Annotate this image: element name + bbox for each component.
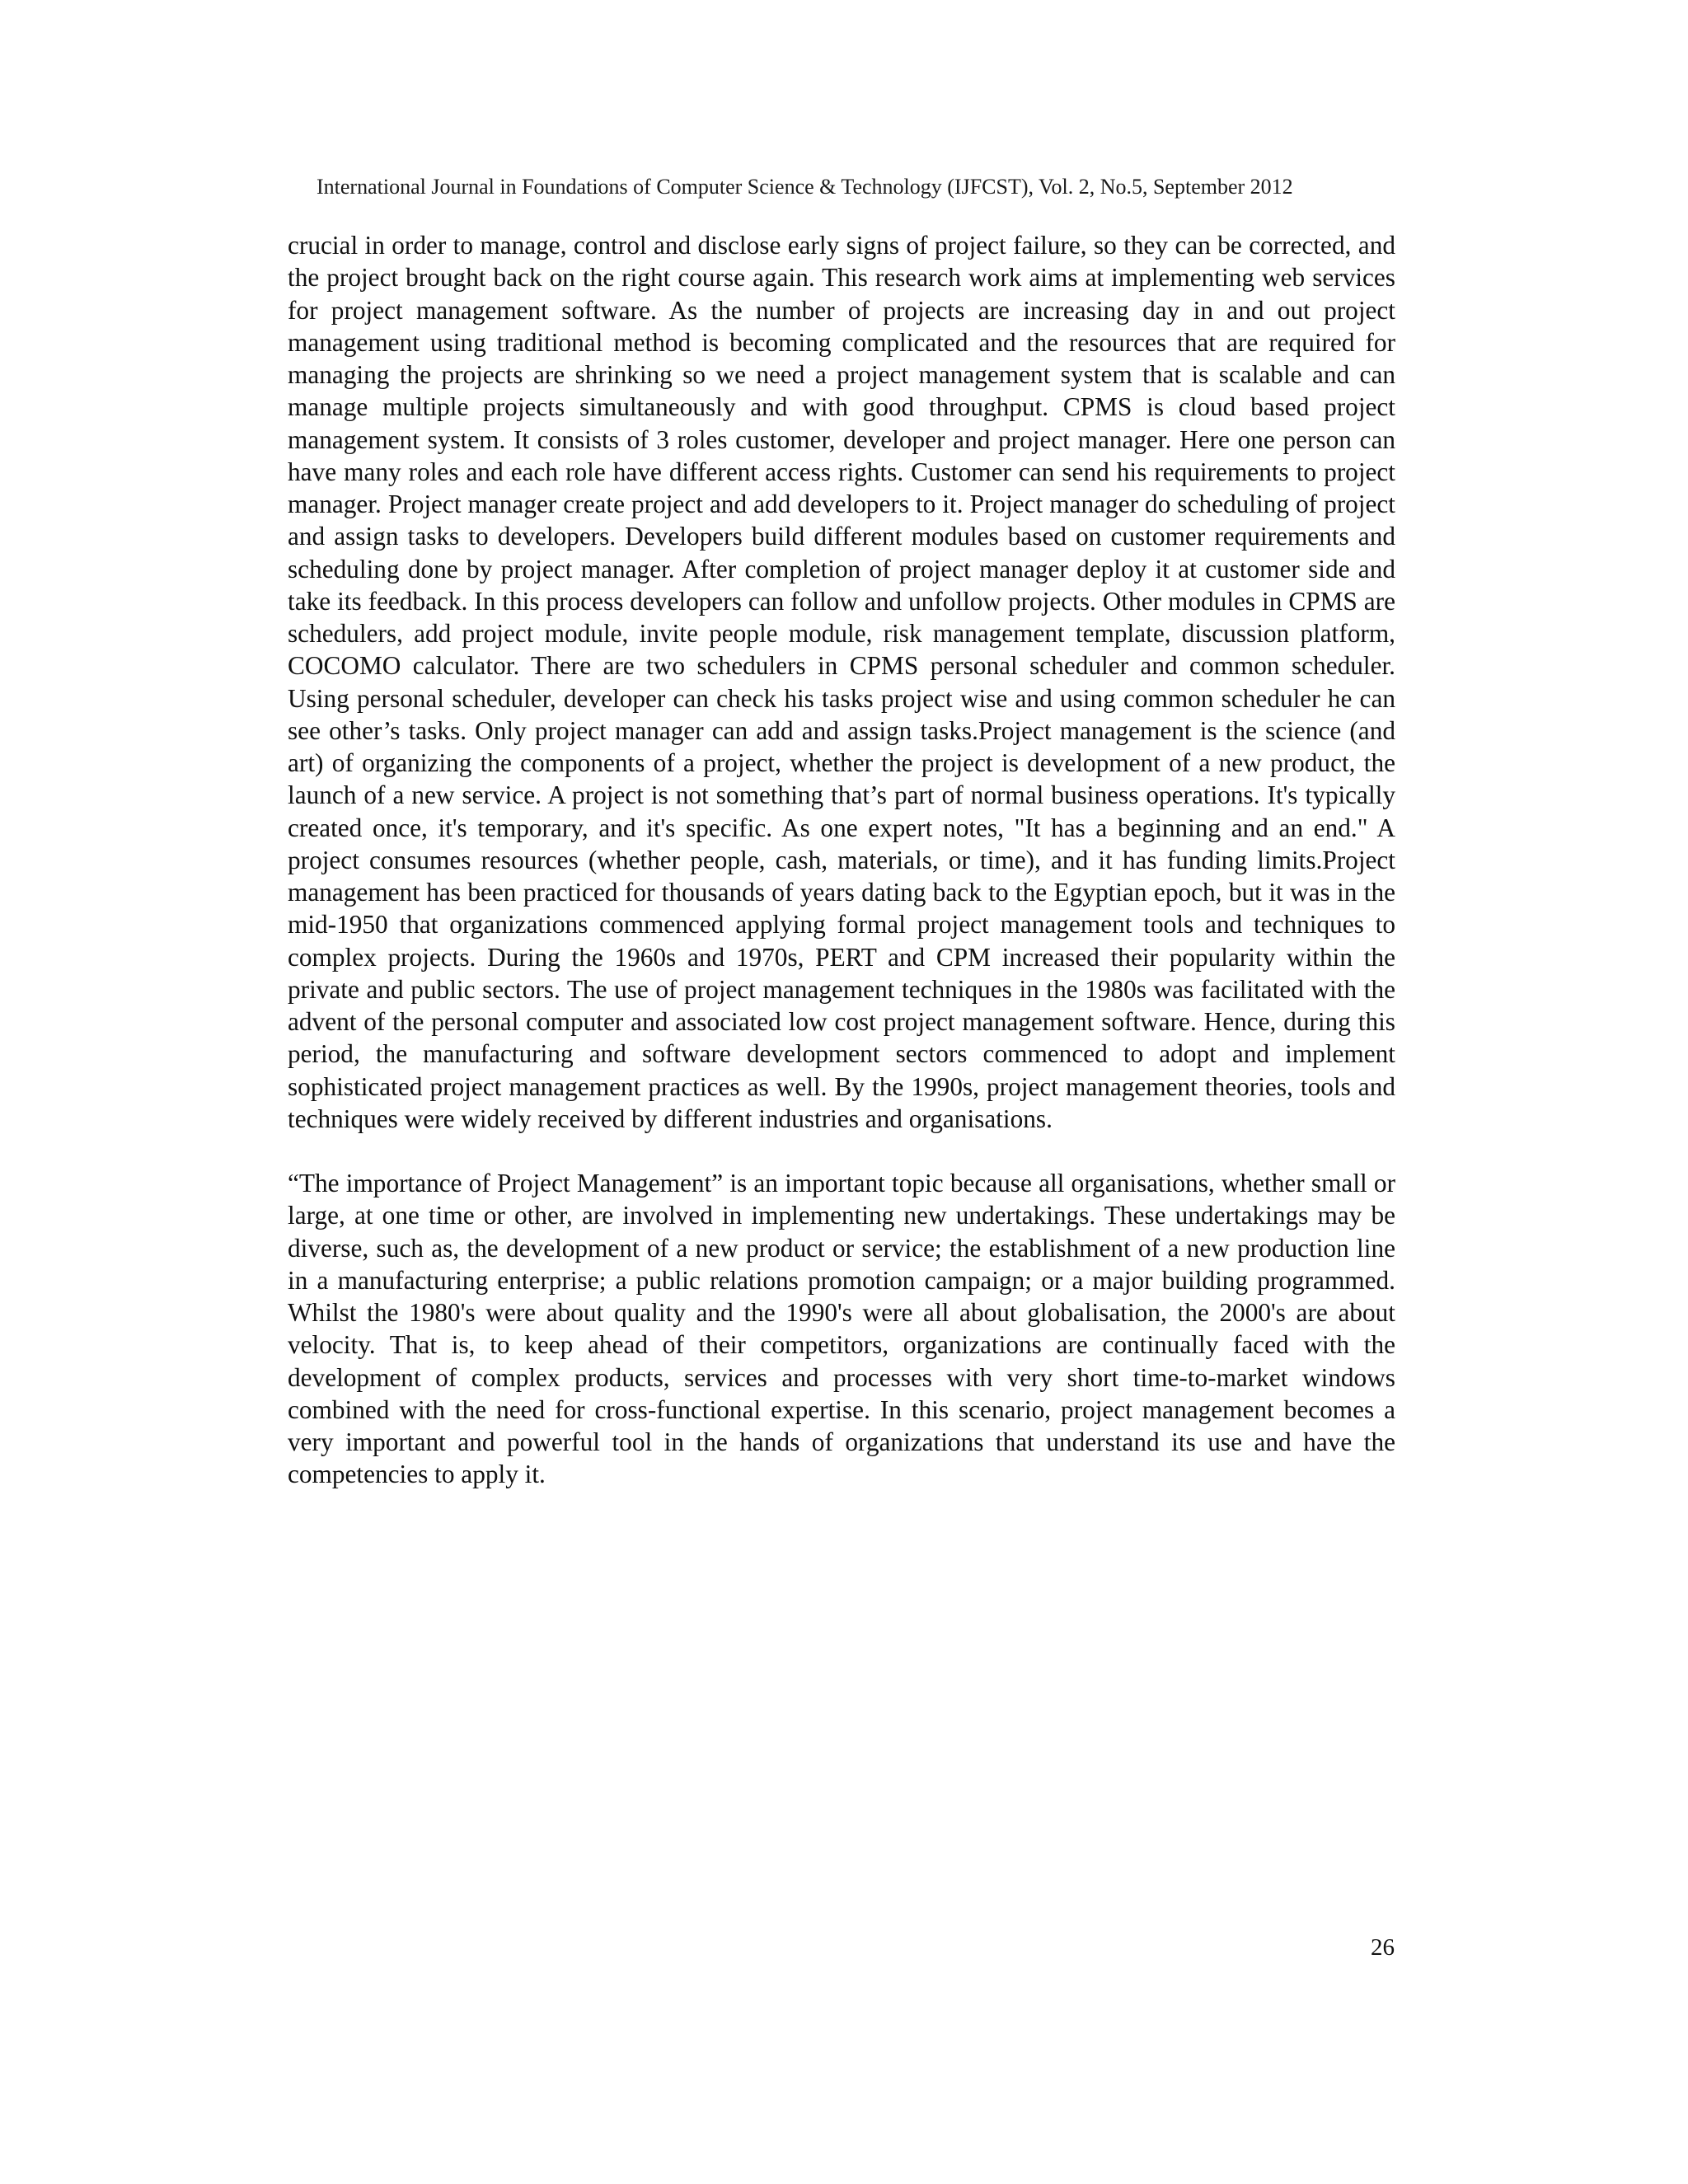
journal-running-header: International Journal in Foundations of Computer Science & Technology (IJFCST), Vol. 2, No.5, September 2012: [316, 175, 1293, 199]
body-paragraph-1: crucial in order to manage, control and disclose early signs of project failure, so they can be corrected, and the project brought back on the right course again. This research work aims at implementing web services for project management software. As the number of projects are increasing day in and out project management using traditional method is becoming complicated and the resources that are required for managing the projects are shrinking so we need a project management system that is scalable and can manage multiple projects simultaneously and with good throughput. CPMS is cloud based project management system. It consists of 3 roles customer, developer and project manager. Here one person can have many roles and each role have different access rights. Customer can send his requirements to project manager. Project manager create project and add developers to it. Project manager do scheduling of project and assign tasks to developers. Developers build different modules based on customer requirements and scheduling done by project manager. After completion of project manager deploy it at customer side and take its feedback. In this process developers can follow and unfollow projects. Other modules in CPMS are schedulers, add project module, invite people module, risk management template, discussion platform, COCOMO calculator. There are two schedulers in CPMS personal scheduler and common scheduler. Using personal scheduler, developer can check his tasks project wise and using common scheduler he can see other’s tasks. Only project manager can add and assign tasks.Project management is the science (and art) of organizing the components of a project, whether the project is development of a new product, the launch of a new service. A project is not something that’s part of normal business operations. It's typically created once, it's temporary, and it's specific. As one expert notes, "It has a beginning and an end." A project consumes resources (whether people, cash, materials, or time), and it has funding limits.Project management has been practiced for thousands of years dating back to the Egyptian epoch, but it was in the mid-1950 that organizations commenced applying formal project management tools and techniques to complex projects. During the 1960s and 1970s, PERT and CPM increased their popularity within the private and public sectors. The use of project management techniques in the 1980s was facilitated with the advent of the personal computer and associated low cost project management software. Hence, during this period, the manufacturing and software development sectors commenced to adopt and implement sophisticated project management practices as well. By the 1990s, project management theories, tools and techniques were widely received by different industries and organisations.: [288, 231, 1395, 1133]
body-text: [288, 229, 1395, 1491]
body-paragraph-2: “The importance of Project Management” is an important topic because all organisations, whether small or large, at one time or other, are involved in implementing new undertakings. These undertakings may be diverse, such as, the development of a new product or service; the establishment of a new production line in a manufacturing enterprise; a public relations promotion campaign; or a major building programmed. Whilst the 1980's were about quality and the 1990's were all about globalisation, the 2000's are about velocity. That is, to keep ahead of their competitors, organizations are continually faced with the development of complex products, services and processes with very short time-to-market windows combined with the need for cross-functional expertise. In this scenario, project management becomes a very important and powerful tool in the hands of organizations that understand its use and have the competencies to apply it.: [288, 1169, 1395, 1489]
page-number: 26: [1371, 1934, 1395, 1961]
